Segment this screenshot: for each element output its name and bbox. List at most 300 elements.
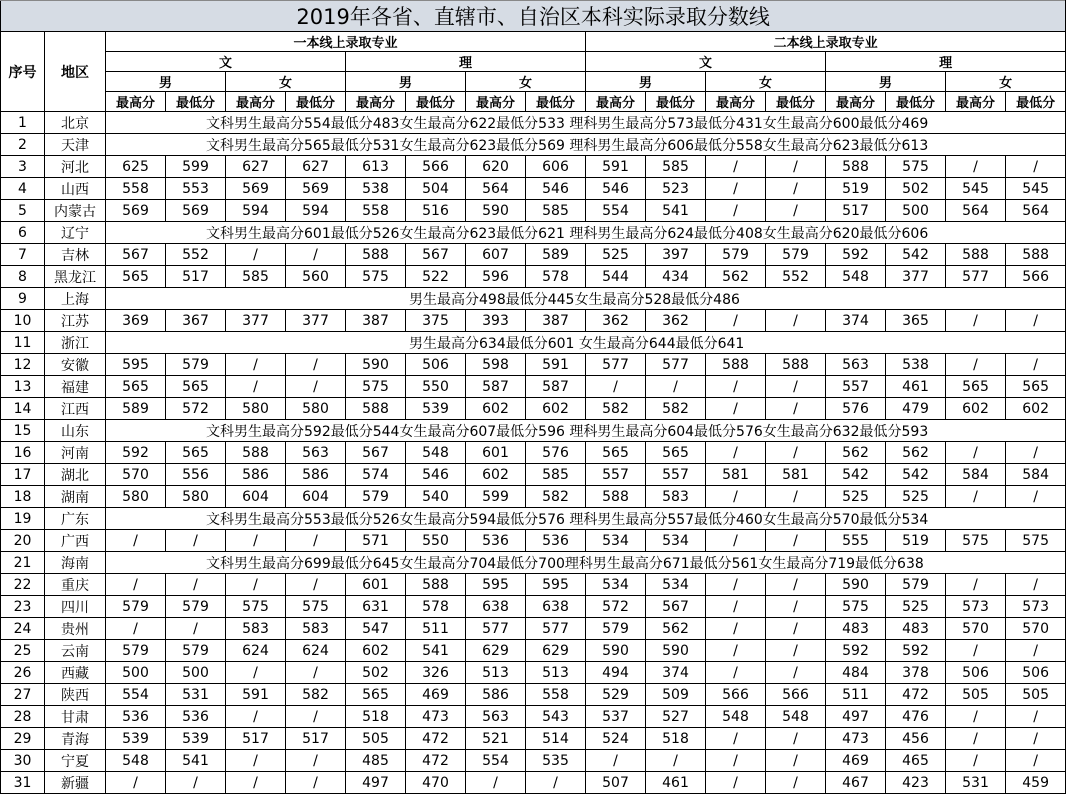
score-cell: 529 [586, 684, 646, 706]
score-cell: / [226, 750, 286, 772]
score-cell: 519 [826, 178, 886, 200]
score-cell: 624 [226, 640, 286, 662]
score-cell: 607 [466, 244, 526, 266]
score-cell: 575 [286, 596, 346, 618]
row-region: 安徽 [45, 354, 106, 376]
score-cell: 521 [466, 728, 526, 750]
score-cell: / [706, 750, 766, 772]
score-cell: 534 [646, 530, 706, 552]
row-index: 25 [1, 640, 45, 662]
row-merged-note: 文科男生最高分565最低分531女生最高分623最低分569 理科男生最高分606最低分558女生最高分623最低分613 [106, 134, 1066, 156]
score-cell: 602 [466, 398, 526, 420]
score-cell: 557 [586, 464, 646, 486]
table-row [1, 574, 1066, 596]
table-row [1, 728, 1066, 750]
table-row [1, 596, 1066, 618]
score-cell: 580 [286, 398, 346, 420]
row-region: 山西 [45, 178, 106, 200]
score-cell: 595 [466, 574, 526, 596]
row-merged-note: 男生最高分498最低分445女生最高分528最低分486 [106, 288, 1066, 310]
row-region: 贵州 [45, 618, 106, 640]
score-cell: 461 [886, 376, 946, 398]
score-cell: 548 [406, 442, 466, 464]
score-cell: 507 [586, 772, 646, 794]
score-cell: / [106, 530, 166, 552]
score-cell: / [946, 310, 1006, 332]
score-cell: 536 [526, 530, 586, 552]
header-tier2-arts-male: 男 [586, 72, 706, 92]
header-tier1-arts-female: 女 [226, 72, 346, 92]
score-cell: 627 [226, 156, 286, 178]
score-cell: 540 [406, 486, 466, 508]
header-tier2-arts-male-min: 最低分 [646, 92, 706, 112]
header-tier2-science-female-min: 最低分 [1006, 92, 1066, 112]
score-cell: 581 [766, 464, 826, 486]
score-cell: 565 [346, 684, 406, 706]
row-region: 河北 [45, 156, 106, 178]
score-cell: 575 [826, 596, 886, 618]
row-index: 20 [1, 530, 45, 552]
score-cell: 459 [1006, 772, 1066, 794]
score-cell: 557 [826, 376, 886, 398]
score-cell: / [946, 750, 1006, 772]
score-cell: / [766, 574, 826, 596]
score-cell: 602 [466, 464, 526, 486]
score-cell: 525 [886, 596, 946, 618]
score-cell: / [706, 596, 766, 618]
row-index: 12 [1, 354, 45, 376]
score-cell: 513 [526, 662, 586, 684]
table-row [1, 244, 1066, 266]
score-cell: 556 [166, 464, 226, 486]
score-cell: 567 [646, 596, 706, 618]
score-cell: 465 [886, 750, 946, 772]
score-cell: / [166, 618, 226, 640]
score-cell: 604 [226, 486, 286, 508]
score-cell: 539 [166, 728, 226, 750]
score-cell: 580 [226, 398, 286, 420]
score-cell: 545 [946, 178, 1006, 200]
row-index: 8 [1, 266, 45, 288]
score-cell: 602 [946, 398, 1006, 420]
score-cell: / [706, 486, 766, 508]
score-cell: 569 [106, 200, 166, 222]
score-cell: / [766, 156, 826, 178]
score-cell: / [706, 618, 766, 640]
table-row [1, 354, 1066, 376]
row-region: 广西 [45, 530, 106, 552]
score-cell: / [706, 530, 766, 552]
row-index: 10 [1, 310, 45, 332]
score-cell: 506 [406, 354, 466, 376]
score-cell: 592 [826, 640, 886, 662]
score-cell: 387 [346, 310, 406, 332]
score-cell: / [286, 772, 346, 794]
table-row [1, 486, 1066, 508]
score-cell: 586 [286, 464, 346, 486]
score-cell: / [226, 662, 286, 684]
score-cell: 577 [946, 266, 1006, 288]
header-tier2-science-male-max: 最高分 [826, 92, 886, 112]
score-cell: 473 [406, 706, 466, 728]
score-cell: 541 [166, 750, 226, 772]
score-cell: / [706, 640, 766, 662]
score-cell: 567 [406, 244, 466, 266]
score-cell: 590 [826, 574, 886, 596]
score-cell: 588 [766, 354, 826, 376]
score-cell: / [1006, 442, 1066, 464]
row-region: 辽宁 [45, 222, 106, 244]
row-index: 22 [1, 574, 45, 596]
score-cell: 587 [526, 376, 586, 398]
header-tier2-science-male: 男 [826, 72, 946, 92]
score-cell: 565 [166, 376, 226, 398]
score-cell: 588 [826, 156, 886, 178]
score-cell: / [1006, 574, 1066, 596]
row-index: 13 [1, 376, 45, 398]
score-cell: / [766, 640, 826, 662]
score-cell: 586 [466, 684, 526, 706]
score-cell: / [946, 156, 1006, 178]
score-cell: 558 [526, 684, 586, 706]
score-cell: 563 [826, 354, 886, 376]
score-cell: 582 [526, 486, 586, 508]
score-cell: 505 [346, 728, 406, 750]
header-tier1-science-female: 女 [466, 72, 586, 92]
score-cell: / [1006, 728, 1066, 750]
score-cell: 555 [826, 530, 886, 552]
score-cell: 599 [466, 486, 526, 508]
score-cell: 564 [1006, 200, 1066, 222]
score-cell: / [766, 398, 826, 420]
header-tier1-arts-male: 男 [106, 72, 226, 92]
table-row [1, 662, 1066, 684]
score-cell: 476 [886, 706, 946, 728]
header-tier2-arts: 文 [586, 52, 826, 72]
score-cell: 377 [286, 310, 346, 332]
row-merged-note: 男生最高分634最低分601 女生最高分644最低分641 [106, 332, 1066, 354]
score-cell: 506 [1006, 662, 1066, 684]
score-cell: / [706, 728, 766, 750]
score-cell: 590 [466, 200, 526, 222]
score-cell: 525 [586, 244, 646, 266]
score-cell: 579 [166, 596, 226, 618]
score-cell: 579 [166, 354, 226, 376]
score-cell: 586 [226, 464, 286, 486]
score-cell: / [166, 530, 226, 552]
row-region: 宁夏 [45, 750, 106, 772]
score-cell: 577 [466, 618, 526, 640]
score-cell: 592 [106, 442, 166, 464]
score-cell: 585 [526, 200, 586, 222]
score-cell: 601 [466, 442, 526, 464]
header-tier1-arts: 文 [106, 52, 346, 72]
score-cell: 500 [166, 662, 226, 684]
row-index: 16 [1, 442, 45, 464]
score-cell: 537 [586, 706, 646, 728]
score-cell: 470 [406, 772, 466, 794]
table-row [1, 266, 1066, 288]
score-cell: 497 [826, 706, 886, 728]
score-cell: / [946, 486, 1006, 508]
score-cell: 536 [166, 706, 226, 728]
score-cell: 575 [946, 530, 1006, 552]
score-cell: 560 [286, 266, 346, 288]
score-cell: / [706, 310, 766, 332]
score-cell: 588 [706, 354, 766, 376]
score-cell: / [766, 486, 826, 508]
score-cell: 531 [946, 772, 1006, 794]
header-tier2-science-female: 女 [946, 72, 1066, 92]
score-cell: 602 [526, 398, 586, 420]
row-index: 28 [1, 706, 45, 728]
score-cell: / [946, 442, 1006, 464]
score-cell: 552 [166, 244, 226, 266]
table-row [1, 530, 1066, 552]
score-cell: 601 [346, 574, 406, 596]
score-cell: 565 [1006, 376, 1066, 398]
score-cell: / [766, 442, 826, 464]
row-index: 17 [1, 464, 45, 486]
score-cell: 580 [166, 486, 226, 508]
score-cell: 590 [646, 640, 706, 662]
score-cell: / [706, 156, 766, 178]
score-cell: / [526, 772, 586, 794]
table-row [1, 750, 1066, 772]
score-cell: 534 [586, 574, 646, 596]
score-cell: 598 [466, 354, 526, 376]
row-index: 29 [1, 728, 45, 750]
score-cell: 620 [466, 156, 526, 178]
score-cell: 483 [886, 618, 946, 640]
score-cell: 570 [946, 618, 1006, 640]
score-cell: / [646, 376, 706, 398]
row-region: 西藏 [45, 662, 106, 684]
header-tier2-science-female-max: 最高分 [946, 92, 1006, 112]
score-cell: 525 [826, 486, 886, 508]
score-cell: 479 [886, 398, 946, 420]
score-cell: 423 [886, 772, 946, 794]
score-cell: 576 [526, 442, 586, 464]
score-cell: / [226, 376, 286, 398]
score-cell: 362 [586, 310, 646, 332]
header-tier2-science: 理 [826, 52, 1066, 72]
score-cell: 629 [466, 640, 526, 662]
score-cell: 589 [526, 244, 586, 266]
score-cell: 572 [586, 596, 646, 618]
row-index: 3 [1, 156, 45, 178]
table-row [1, 156, 1066, 178]
score-cell: 591 [586, 156, 646, 178]
score-cell: 588 [226, 442, 286, 464]
row-merged-note: 文科男生最高分601最低分526女生最高分623最低分621 理科男生最高分624最低分408女生最高分620最低分606 [106, 222, 1066, 244]
table-row [1, 376, 1066, 398]
header-tier1-science-male-min: 最低分 [406, 92, 466, 112]
score-cell: 552 [766, 266, 826, 288]
score-cell: 575 [346, 376, 406, 398]
score-cell: 534 [586, 530, 646, 552]
score-cell: 569 [166, 200, 226, 222]
row-index: 21 [1, 552, 45, 574]
score-cell: 497 [346, 772, 406, 794]
score-cell: 631 [346, 596, 406, 618]
score-cell: 587 [466, 376, 526, 398]
score-cell: / [706, 376, 766, 398]
header-tier1-arts-male-max: 最高分 [106, 92, 166, 112]
table-row [1, 398, 1066, 420]
row-index: 26 [1, 662, 45, 684]
row-index: 9 [1, 288, 45, 310]
score-cell: / [286, 354, 346, 376]
score-cell: 583 [286, 618, 346, 640]
header-index: 序号 [1, 32, 45, 112]
score-cell: 434 [646, 266, 706, 288]
score-cell: 582 [286, 684, 346, 706]
score-cell: / [286, 530, 346, 552]
score-cell: 585 [226, 266, 286, 288]
score-cell: 504 [406, 178, 466, 200]
score-cell: 625 [106, 156, 166, 178]
header-tier2-science-male-min: 最低分 [886, 92, 946, 112]
table-title: 2019年各省、直辖市、自治区本科实际录取分数线 [1, 1, 1066, 32]
score-cell: 535 [526, 750, 586, 772]
score-cell: 562 [826, 442, 886, 464]
score-cell: 517 [226, 728, 286, 750]
score-cell: 579 [346, 486, 406, 508]
score-cell: 472 [886, 684, 946, 706]
score-cell: 566 [1006, 266, 1066, 288]
score-cell: / [646, 750, 706, 772]
header-tier1-science-female-min: 最低分 [526, 92, 586, 112]
header-tier1-science: 理 [346, 52, 586, 72]
row-region: 河南 [45, 442, 106, 464]
score-cell: 569 [286, 178, 346, 200]
score-cell: / [1006, 310, 1066, 332]
score-cell: 566 [766, 684, 826, 706]
score-cell: 575 [346, 266, 406, 288]
score-cell: / [766, 200, 826, 222]
score-cell: 575 [886, 156, 946, 178]
score-cell: 588 [406, 574, 466, 596]
score-cell: 624 [286, 640, 346, 662]
score-cell: 583 [646, 486, 706, 508]
score-cell: 369 [106, 310, 166, 332]
score-cell: 563 [286, 442, 346, 464]
score-cell: / [766, 750, 826, 772]
score-cell: 542 [886, 244, 946, 266]
score-cell: 509 [646, 684, 706, 706]
score-cell: 599 [166, 156, 226, 178]
score-cell: 557 [646, 464, 706, 486]
score-cell: / [226, 530, 286, 552]
score-cell: 377 [886, 266, 946, 288]
row-region: 广东 [45, 508, 106, 530]
table-row [1, 772, 1066, 794]
row-region: 陕西 [45, 684, 106, 706]
score-cell: 511 [406, 618, 466, 640]
row-region: 福建 [45, 376, 106, 398]
score-cell: 579 [166, 640, 226, 662]
row-merged-note: 文科男生最高分699最低分645女生最高分704最低分700理科男生最高分671最低分561女生最高分719最低分638 [106, 552, 1066, 574]
score-cell: 580 [106, 486, 166, 508]
score-cell: 595 [526, 574, 586, 596]
table-row [1, 310, 1066, 332]
score-cell: 517 [826, 200, 886, 222]
score-cell: 590 [346, 354, 406, 376]
score-cell: 548 [106, 750, 166, 772]
table-row [1, 442, 1066, 464]
score-cell: 544 [586, 266, 646, 288]
row-region: 上海 [45, 288, 106, 310]
score-cell: / [766, 376, 826, 398]
row-region: 山东 [45, 420, 106, 442]
score-cell: / [586, 376, 646, 398]
score-cell: 576 [826, 398, 886, 420]
table-row [1, 552, 1066, 574]
score-cell: 590 [586, 640, 646, 662]
score-cell: / [706, 772, 766, 794]
score-cell: / [226, 772, 286, 794]
score-cell: 573 [946, 596, 1006, 618]
score-cell: / [706, 662, 766, 684]
score-cell: 536 [466, 530, 526, 552]
score-cell: 594 [226, 200, 286, 222]
score-cell: / [766, 596, 826, 618]
score-cell: / [106, 618, 166, 640]
score-cell: / [706, 200, 766, 222]
table-row [1, 420, 1066, 442]
score-cell: 565 [166, 442, 226, 464]
score-cell: 582 [586, 398, 646, 420]
score-cell: 613 [346, 156, 406, 178]
score-cell: 500 [106, 662, 166, 684]
score-cell: 558 [106, 178, 166, 200]
score-cell: 575 [1006, 530, 1066, 552]
score-cell: 362 [646, 310, 706, 332]
row-region: 重庆 [45, 574, 106, 596]
score-cell: 595 [106, 354, 166, 376]
score-cell: 588 [346, 244, 406, 266]
score-cell: 558 [346, 200, 406, 222]
score-cell: / [1006, 750, 1066, 772]
score-cell: 469 [406, 684, 466, 706]
score-cell: 548 [706, 706, 766, 728]
score-cell: 536 [106, 706, 166, 728]
row-merged-note: 文科男生最高分554最低分483女生最高分622最低分533 理科男生最高分573最低分431女生最高分600最低分469 [106, 112, 1066, 134]
score-cell: 606 [526, 156, 586, 178]
score-cell: 574 [346, 464, 406, 486]
score-cell: 548 [826, 266, 886, 288]
row-region: 江苏 [45, 310, 106, 332]
score-cell: 602 [1006, 398, 1066, 420]
header-tier1-science-male: 男 [346, 72, 466, 92]
table-row [1, 288, 1066, 310]
score-cell: 588 [1006, 244, 1066, 266]
score-cell: 546 [406, 464, 466, 486]
score-cell: / [286, 244, 346, 266]
score-cell: 456 [886, 728, 946, 750]
score-cell: / [286, 574, 346, 596]
score-cell: 527 [646, 706, 706, 728]
row-merged-note: 文科男生最高分592最低分544女生最高分607最低分596 理科男生最高分604最低分576女生最高分632最低分593 [106, 420, 1066, 442]
row-region: 海南 [45, 552, 106, 574]
row-index: 7 [1, 244, 45, 266]
score-cell: / [166, 574, 226, 596]
score-cell: 534 [646, 574, 706, 596]
score-cell: 570 [106, 464, 166, 486]
score-cell: / [286, 750, 346, 772]
header-region: 地区 [45, 32, 106, 112]
